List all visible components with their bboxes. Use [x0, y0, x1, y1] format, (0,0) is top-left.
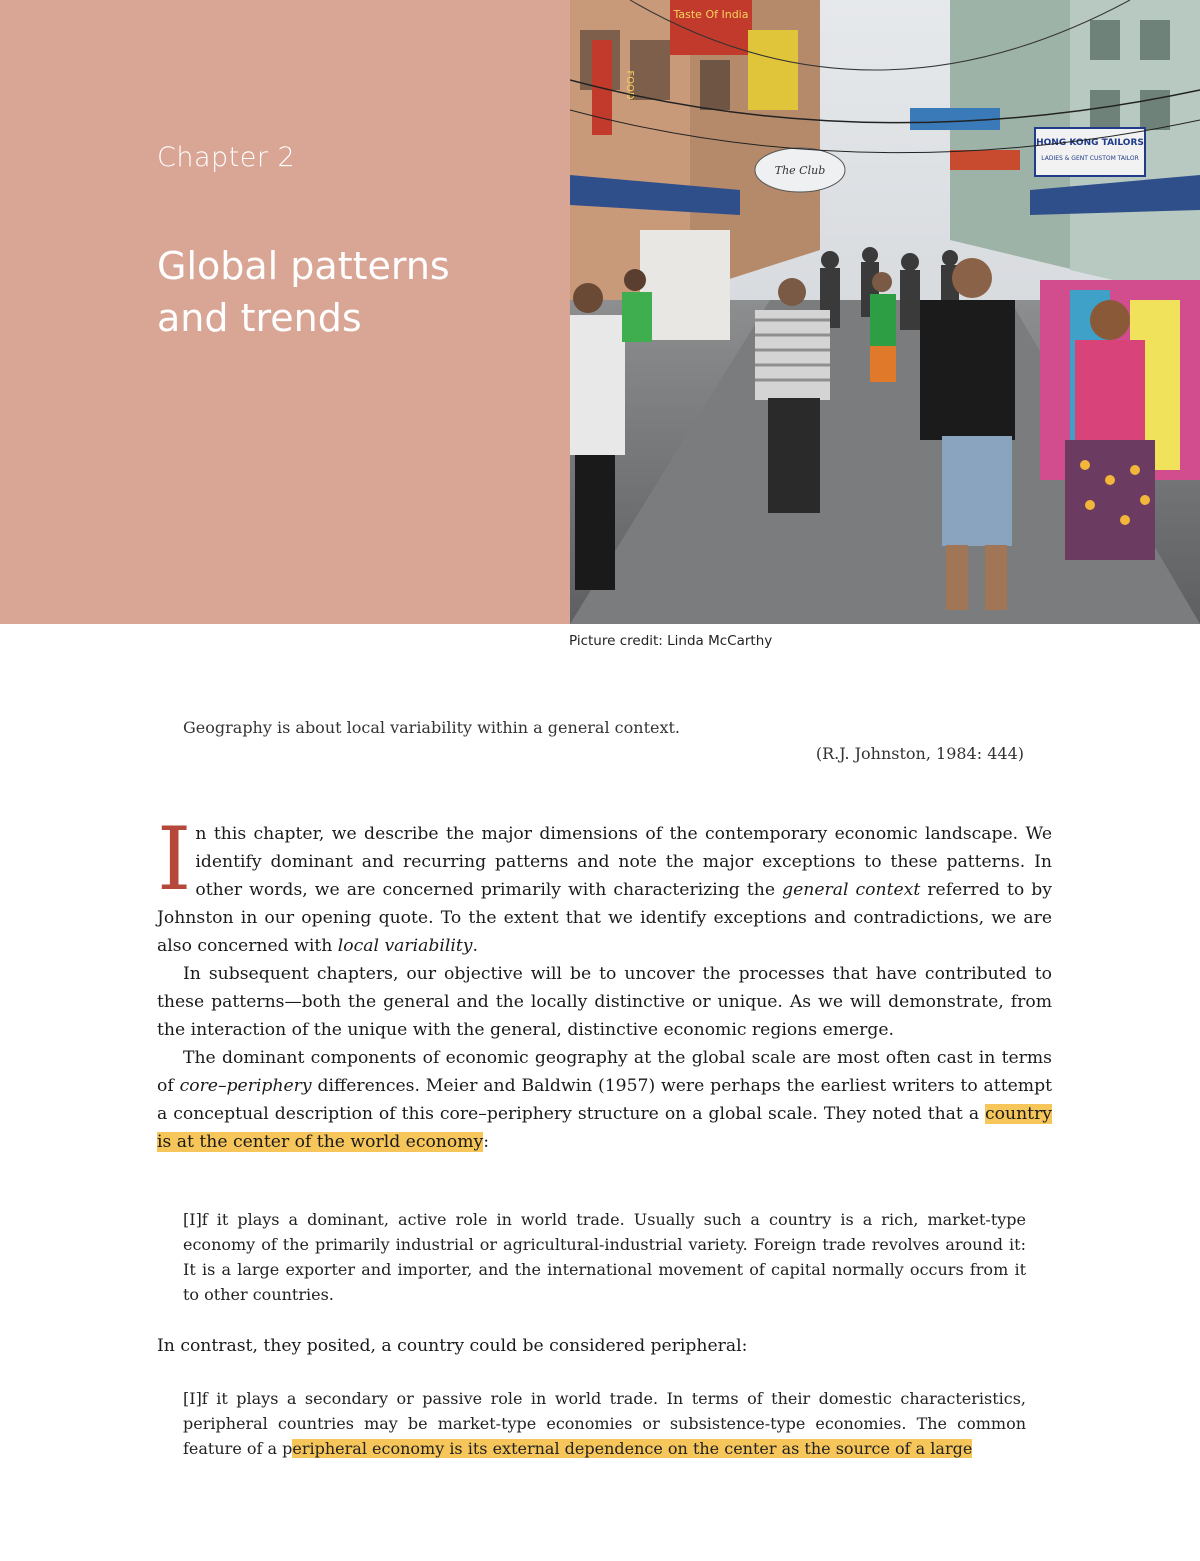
p3-part-c: : — [483, 1132, 490, 1152]
sign-food: FOOD — [624, 70, 635, 100]
p1-emphasis-general-context: general context — [782, 880, 921, 900]
quote2-part-a: [I]f it plays a secondary or passive role in world trade. In terms of their domestic characteristics, peripheral countries may be market-type economies or subsistence-type economies. The common feature of a p — [183, 1389, 1026, 1458]
chapter-label: Chapter 2 — [157, 142, 296, 173]
block-quote-core: [I]f it plays a dominant, active role in world trade. Usually such a country is a rich, market-type economy of the primarily industrial or agricultural-industrial variety. Foreign trade revolves around it: It is a large exporter and importer, and the international movement of capital normally occurs from it to other countries. — [183, 1210, 1026, 1304]
chapter-header-panel — [0, 0, 570, 624]
body-text — [157, 808, 1052, 1156]
drop-cap: I — [157, 808, 192, 910]
picture-credit: Picture credit: Linda McCarthy — [569, 633, 773, 649]
chapter-title — [157, 240, 537, 344]
epigraph-quote: Geography is about local variability within a general context. — [183, 718, 681, 737]
epigraph-source: (R.J. Johnston, 1984: 444) — [815, 744, 1024, 763]
photo-illustration — [570, 0, 1200, 624]
paragraph-3 — [157, 1044, 1052, 1156]
p1-part-b: referred to by Johnston in our opening quote. To the extent that we identify exceptions and contradictions, we are also concerned with — [157, 880, 1052, 956]
p3-emphasis-core-periphery: core–periphery — [179, 1076, 312, 1096]
p3-part-b: differences. Meier and Baldwin (1957) were perhaps the earliest writers to attempt a conceptual description of this core–periphery structure on a global scale. They noted that a — [157, 1076, 1052, 1124]
chapter-title-line-1: Global patterns — [157, 244, 450, 288]
p3-part-a: The dominant components of economic geography at the global scale are most often cast in terms of — [157, 1048, 1052, 1096]
paragraph-1 — [157, 808, 1052, 960]
p1-part-a: n this chapter, we describe the major dimensions of the contemporary economic landscape. We identify dominant and recurring patterns and note the major exceptions to these patterns. In other words, we are concerned primarily with characterizing the — [195, 824, 1052, 900]
chapter-title-line-2: and trends — [157, 296, 362, 340]
highlight-center-of-world-economy[interactable]: country is at the center of the world economy — [157, 1104, 1052, 1152]
sign-taste-of-india: Taste Of India — [673, 8, 749, 21]
p1-emphasis-local-variability: local variability — [337, 936, 473, 956]
highlight-peripheral-economy[interactable]: eripheral economy is its external dependence on the center as the source of a large — [292, 1439, 973, 1458]
street-market-photo — [570, 0, 1200, 624]
paragraph-contrast: In contrast, they posited, a country could be considered peripheral: — [157, 1336, 748, 1356]
sign-hong-kong-tailors: HONG KONG TAILORS — [1036, 138, 1144, 148]
p1-part-c: . — [472, 936, 478, 956]
block-quote-periphery — [183, 1386, 1026, 1461]
paragraph-2: In subsequent chapters, our objective will be to uncover the processes that have contributed to these patterns—both the general and the locally distinctive or unique. As we will demonstrate, from the interaction of the unique with the general, distinctive economic regions emerge. — [157, 964, 1052, 1040]
sign-tailor-subtitle: LADIES & GENT CUSTOM TAILOR — [1041, 155, 1139, 162]
sign-the-club: The Club — [774, 164, 826, 177]
